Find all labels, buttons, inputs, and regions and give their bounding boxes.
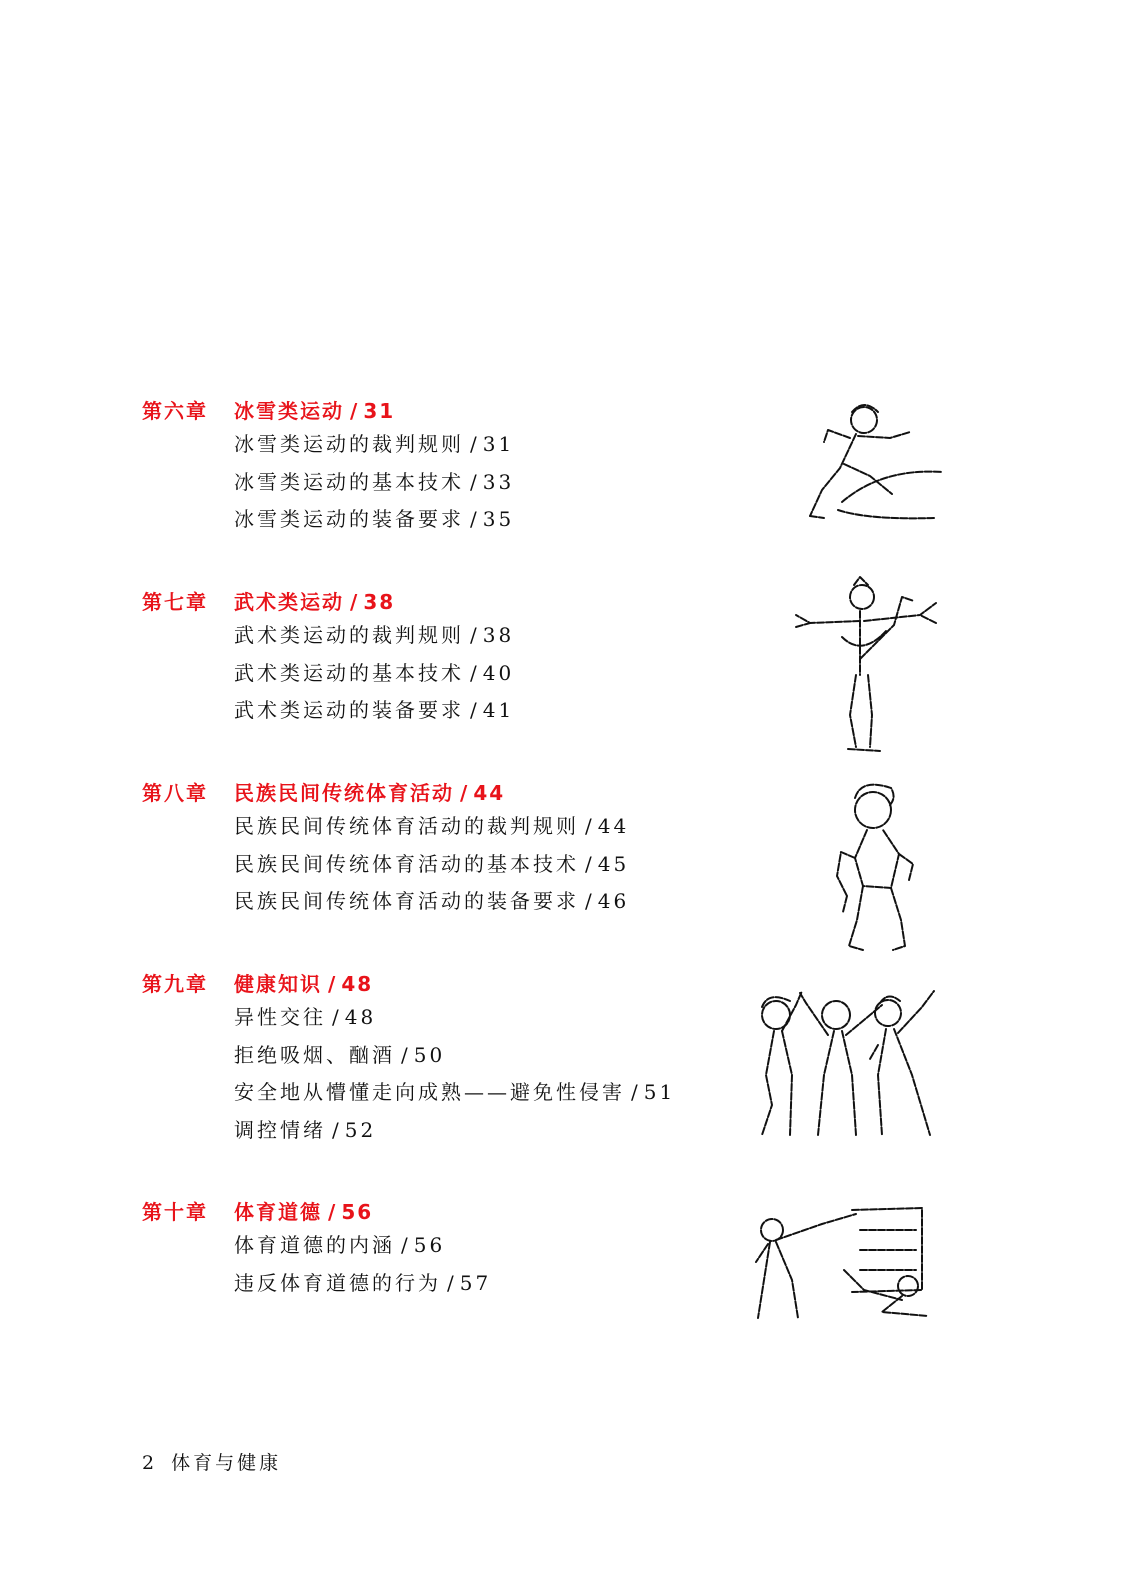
chapter-number: 第九章 [142, 972, 208, 996]
toc-entry[interactable]: 武术类运动的裁判规则 / 38 [234, 623, 515, 647]
toc-entry-page: 38 [482, 623, 515, 647]
chapter-heading[interactable] [142, 587, 514, 617]
chapter-number: 第六章 [142, 399, 208, 423]
toc-entry-page: 56 [413, 1233, 446, 1257]
cheering-group-icon [752, 985, 948, 1141]
chapter-10 [142, 1197, 491, 1302]
toc-entry[interactable]: 体育道德的内涵 / 56 [234, 1233, 446, 1257]
toc-entry-title: 违反体育道德的行为 [234, 1270, 441, 1295]
toc-entry-page: 51 [643, 1080, 676, 1104]
book-title: 体育与健康 [171, 1452, 282, 1474]
toc-entry-title: 冰雪类运动的基本技术 [234, 469, 464, 494]
toc-entry-title: 民族民间传统体育活动的裁判规则 [234, 814, 579, 838]
chapter-number: 第十章 [142, 1200, 208, 1224]
toc-entry[interactable]: 调控情绪 / 52 [234, 1117, 377, 1142]
toc-entry-page: 40 [482, 660, 515, 685]
toc-entry-title: 武术类运动的裁判规则 [234, 623, 464, 647]
toc-entry-page: 57 [459, 1270, 492, 1295]
chapter-6 [142, 396, 514, 539]
toc-entry[interactable]: 民族民间传统体育活动的裁判规则 / 44 [234, 814, 630, 838]
chapter-title: 健康知识 / 48 [234, 972, 374, 996]
sports-fans-icon [752, 1200, 932, 1320]
toc-entry-title: 调控情绪 [234, 1117, 326, 1142]
chapter-heading[interactable] [142, 969, 675, 999]
chapter-number: 第八章 [142, 781, 208, 805]
toc-entry-page: 31 [482, 432, 515, 456]
chapter-8 [142, 778, 629, 921]
chapter-title: 冰雪类运动 / 31 [234, 399, 396, 423]
toc-entry-page: 33 [482, 469, 515, 494]
toc-entry-title: 冰雪类运动的装备要求 [234, 507, 464, 531]
toc-entry-title: 民族民间传统体育活动的基本技术 [234, 851, 579, 876]
chapter-9 [142, 969, 675, 1149]
toc-entry-title: 安全地从懵懂走向成熟——避免性侵害 [234, 1080, 625, 1104]
martial-artist-icon [790, 575, 945, 755]
toc-entry[interactable]: 拒绝吸烟、酗酒 / 50 [234, 1042, 446, 1067]
toc-entry-page: 44 [597, 814, 630, 838]
toc-entry-title: 异性交往 [234, 1005, 326, 1029]
speed-skater-icon [800, 398, 945, 526]
toc-entry-page: 35 [482, 507, 515, 531]
folk-dancer-icon [833, 780, 928, 958]
toc-entry[interactable]: 违反体育道德的行为 / 57 [234, 1270, 492, 1295]
chapter-heading[interactable] [142, 1197, 491, 1227]
chapter-page: 31 [363, 399, 396, 423]
toc-entry[interactable]: 民族民间传统体育活动的基本技术 / 45 [234, 851, 630, 876]
toc-entry[interactable]: 安全地从懵懂走向成熟——避免性侵害 / 51 [234, 1080, 676, 1104]
toc-entry[interactable]: 冰雪类运动的基本技术 / 33 [234, 469, 515, 494]
chapter-7 [142, 587, 514, 730]
chapter-page: 44 [473, 781, 506, 805]
toc-entry[interactable]: 民族民间传统体育活动的装备要求 / 46 [234, 889, 630, 913]
chapter-title: 武术类运动 / 38 [234, 590, 396, 614]
chapter-title: 体育道德 / 56 [234, 1200, 374, 1224]
toc-entry-page: 41 [482, 698, 515, 722]
chapter-page: 48 [341, 972, 374, 996]
toc-entry-page: 45 [597, 851, 630, 876]
toc-entry-title: 民族民间传统体育活动的装备要求 [234, 889, 579, 913]
toc-entry-title: 武术类运动的装备要求 [234, 698, 464, 722]
chapter-page: 38 [363, 590, 396, 614]
chapter-heading[interactable] [142, 396, 514, 426]
toc-entry-page: 52 [344, 1117, 377, 1142]
chapter-title: 民族民间传统体育活动 / 44 [234, 781, 506, 805]
page-footer [142, 1448, 281, 1475]
chapter-number: 第七章 [142, 590, 208, 614]
chapter-heading[interactable] [142, 778, 629, 808]
toc-entry-title: 体育道德的内涵 [234, 1233, 395, 1257]
page-number: 2 [142, 1452, 158, 1474]
toc-entry-page: 46 [597, 889, 630, 913]
toc-entry-page: 48 [344, 1005, 377, 1029]
toc-entry[interactable]: 武术类运动的基本技术 / 40 [234, 660, 515, 685]
toc-entry-page: 50 [413, 1042, 446, 1067]
toc-entry[interactable]: 冰雪类运动的装备要求 / 35 [234, 507, 515, 531]
toc-entry-title: 武术类运动的基本技术 [234, 660, 464, 685]
toc-entry-title: 拒绝吸烟、酗酒 [234, 1042, 395, 1067]
toc-entry[interactable]: 异性交往 / 48 [234, 1005, 377, 1029]
toc-entry[interactable]: 武术类运动的装备要求 / 41 [234, 698, 515, 722]
toc-entry[interactable]: 冰雪类运动的裁判规则 / 31 [234, 432, 515, 456]
chapter-page: 56 [341, 1200, 374, 1224]
toc-entry-title: 冰雪类运动的裁判规则 [234, 432, 464, 456]
